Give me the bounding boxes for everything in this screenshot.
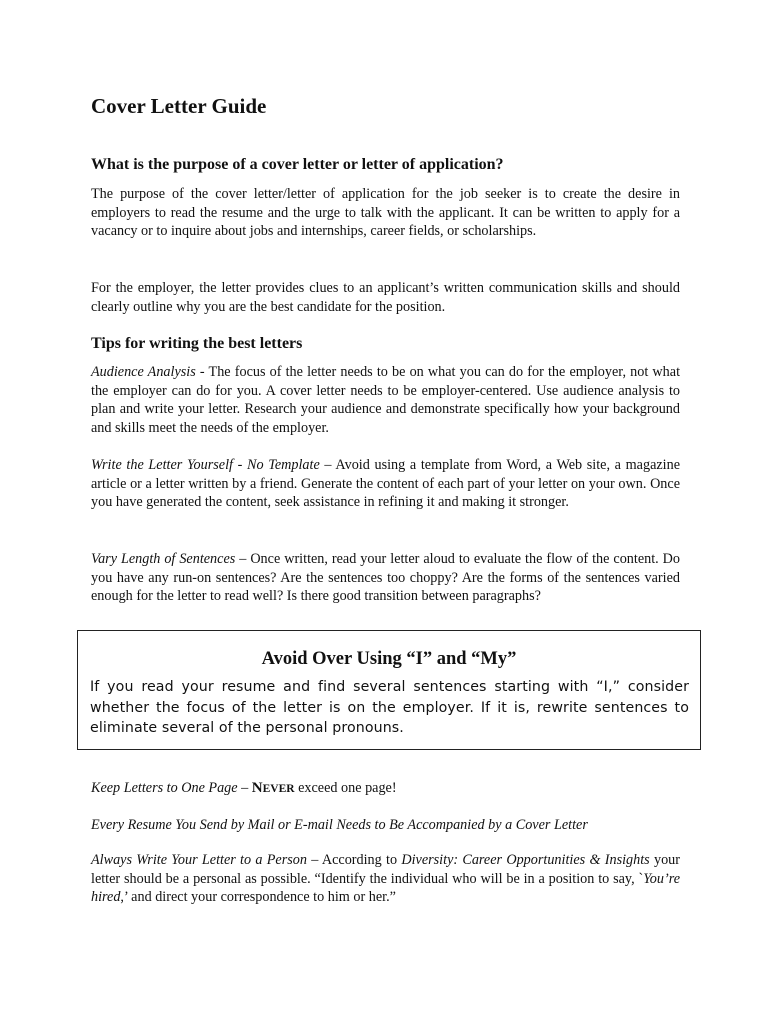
tip-label: Vary Length of Sentences [91,551,236,567]
tips-heading: Tips for writing the best letters [91,335,303,352]
tip-text: The focus of the letter needs to be on what you can do for the employer, not what the employer can do for you. A cover letter needs to be employer-centered. Use audience analysis to plan and write your letter. Research your audience and demonstrate specifically how your background and skills meet the needs of the employer. [91,364,681,436]
callout-title: Avoid Over Using “I” and “My” [261,649,517,669]
tip-label: Always Write Your Letter to a Person [91,852,307,868]
tip-text: Avoid using a template from Word, a Web site, a magazine article or a letter written by a friend. Generate the content of each part of your letter on your own. Once you have generated the content, seek assistance in refining it and making it stronger. [91,457,681,511]
purpose-paragraph-1: The purpose of the cover letter/letter of application for the job seeker is to create the desire in employers to read the resume and the urge to talk with the applicant. It can be written to apply for a vacancy or to inquire about jobs and internships, career fields, or scholarships. [91,186,680,240]
callout-body: If you read your resume and find several sentences starting with “I,” consider whether the focus of the letter is on the employer. If it is, rewrite sentences to eliminate several of the personal pronouns. [90,679,689,737]
tip-write-to-person [91,851,680,907]
tip-separator: – [237,780,252,796]
purpose-heading: What is the purpose of a cover letter or letter of application? [91,156,504,173]
tip-separator: – [319,457,336,473]
tip-label: Write the Letter Yourself - No Template [91,457,320,473]
tip-separator: - [195,364,209,380]
never-emphasis: NEVER [251,780,295,796]
tip-label: Keep Letters to One Page [91,780,238,796]
tip-vary-length [91,550,680,606]
tip-one-page [91,779,680,799]
tip-label: Audience Analysis [91,364,196,380]
purpose-paragraph-2: For the employer, the letter provides clues to an applicant’s written communication skills and should clearly outline why you are the best candidate for the position. [91,280,680,315]
tip-text: your letter should be a personal as possible. “Identify the individual who will be in a position to say, ` [91,852,680,887]
tip-separator: – [306,852,322,868]
quote-text: You’re hired [91,870,680,906]
tip-audience-analysis [91,363,680,437]
callout-box [77,630,701,750]
tip-label: Every Resume You Send by Mail or E-mail Needs to Be Accompanied by a Cover Letter [91,817,588,833]
tip-text: ,’ and direct your correspondence to him or her.” [120,889,396,906]
source-title: Diversity: Career Opportunities & Insights [401,852,650,868]
tip-accompany [91,816,680,835]
tip-text: According to [321,852,402,868]
tip-text: Once written, read your letter aloud to evaluate the flow of the content. Do you have any run-on sentences? Are the sentences too choppy? Are the forms of the sentences varied enough for the letter to read well? Is there good transition between paragraphs? [91,551,681,605]
tip-text: exceed one page! [294,780,397,796]
tip-separator: – [235,551,251,567]
tip-write-yourself [91,456,680,512]
page-title: Cover Letter Guide [91,94,267,118]
